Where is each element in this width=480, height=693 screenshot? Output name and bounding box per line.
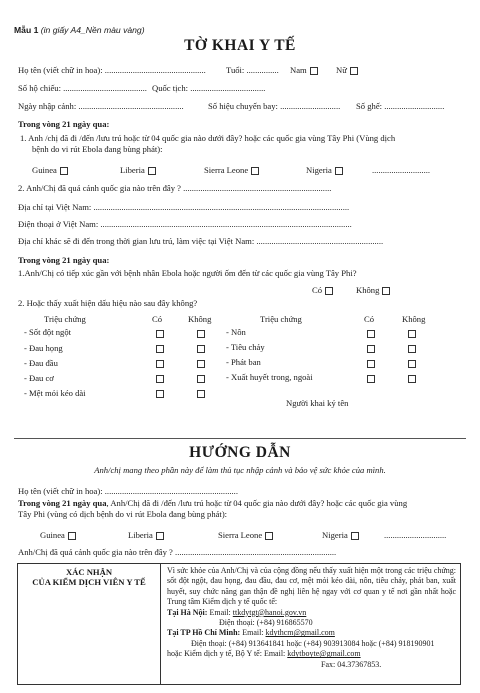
checkbox[interactable]	[335, 167, 343, 175]
hcm-email-label: Email:	[242, 628, 264, 638]
contact-yes-option[interactable]	[312, 285, 333, 295]
headache-no-checkbox[interactable]	[197, 360, 205, 368]
flight-dots: ............................	[280, 101, 341, 111]
symptom-diarrhea: - Tiêu chảy	[226, 342, 265, 352]
country-label: Sierra Leone	[218, 530, 263, 540]
guide-question-1-line-1	[18, 498, 407, 508]
female-label: Nữ	[336, 65, 347, 75]
phone-label: Điện thoại ở Việt Nam:	[18, 219, 99, 229]
address-label: Địa chỉ tại Việt Nam:	[18, 202, 92, 212]
female-checkbox[interactable]	[350, 67, 358, 75]
guide-fullname-dots: ..............................................................	[104, 486, 238, 496]
question-1-line-2: bệnh do vi rút Ebola đang bùng phát):	[32, 144, 163, 154]
rash-yes-checkbox[interactable]	[367, 360, 375, 368]
health-advice: Vì sức khỏe của Anh/Chị và của cộng đồng nếu thấy xuất hiện một trong các triệu chứng: sốt đột ngột, đau họng, đau đầu, đau cơ, mệt mỏi kéo dài, nôn, tiêu chảy, phát ban, xuất huyết, suy chức năng gan thận đề nghị liên hệ ngay với cơ quan y tế nơi gần nhất hoặc Trung tâm Kiểm dịch y tế quốc tế:	[167, 566, 456, 607]
section-heading-21-days: Trong vòng 21 ngày qua:	[18, 119, 110, 129]
hanoi-phone: Điện thoại: (+84) 916865570	[219, 618, 313, 628]
guide-country-liberia[interactable]	[128, 530, 164, 540]
entry-date-dots: .................................................	[78, 101, 184, 111]
country-label: Guinea	[40, 530, 65, 540]
ministry-contact	[161, 649, 460, 659]
question-2-text: 2. Anh/Chị đã quá cảnh quốc gia nào trên đây ?	[18, 183, 181, 193]
inspector-confirm-line-1: XÁC NHẬN	[65, 567, 113, 577]
symptom-header-left: Triệu chứng	[44, 314, 86, 324]
seat-field[interactable]	[356, 101, 444, 111]
country-option-sierra-leone[interactable]	[204, 165, 259, 175]
hcm-contact	[161, 628, 460, 638]
guide-question-1-line-2: Tây Phi (vùng có dịch bệnh do vi rút Ebola đang bùng phát):	[18, 509, 228, 519]
no-label: Không	[356, 285, 380, 295]
hcm-label: Tại TP Hồ Chí Minh:	[167, 628, 241, 638]
ministry-email-link[interactable]: kdytboyte@gmail.com	[287, 649, 361, 659]
guide-subtitle: Anh/chị mang theo phần này để làm thủ tục nhập cảnh và bảo vệ sức khỏe của mình.	[94, 465, 386, 475]
hanoi-email-label: Email:	[209, 607, 231, 617]
flight-field[interactable]	[208, 101, 340, 111]
address-field[interactable]	[18, 202, 349, 212]
sore-throat-yes-checkbox[interactable]	[156, 345, 164, 353]
phone-field[interactable]	[18, 219, 352, 229]
checkbox[interactable]	[60, 167, 68, 175]
hanoi-contact	[161, 608, 460, 618]
yes-header-right: Có	[364, 314, 375, 324]
checkbox[interactable]	[148, 167, 156, 175]
country-label: Nigeria	[306, 165, 332, 175]
country-label: Sierra Leone	[204, 165, 249, 175]
fullname-label: Họ tên (viết chữ in hoa):	[18, 65, 103, 75]
contact-no-option[interactable]	[356, 285, 390, 295]
nationality-dots: ...................................	[190, 83, 266, 93]
signature-label: Người khai ký tên	[286, 398, 349, 408]
seat-label: Số ghế:	[356, 101, 383, 111]
guide-title: HƯỚNG DẪN	[189, 444, 291, 461]
entry-date-label: Ngày nhập cảnh:	[18, 101, 77, 111]
muscle-pain-no-checkbox[interactable]	[197, 375, 205, 383]
vomiting-yes-checkbox[interactable]	[367, 330, 375, 338]
symptom-muscle-pain: - Đau cơ	[24, 373, 54, 383]
diarrhea-no-checkbox[interactable]	[408, 345, 416, 353]
yes-header-left: Có	[152, 314, 163, 324]
guide-country-sierra-leone[interactable]	[218, 530, 273, 540]
fullname-dots: ...............................................	[104, 65, 206, 75]
symptom-header-right: Triệu chứng	[260, 314, 302, 324]
guide-fullname-field[interactable]	[18, 486, 238, 496]
seat-dots: ............................	[384, 101, 445, 111]
page-title: TỜ KHAI Y TẾ	[184, 37, 296, 54]
fatigue-yes-checkbox[interactable]	[156, 390, 164, 398]
fever-yes-checkbox[interactable]	[156, 330, 164, 338]
passport-field[interactable]	[18, 83, 147, 93]
bleeding-yes-checkbox[interactable]	[367, 375, 375, 383]
nationality-label: Quốc tịch:	[152, 83, 189, 93]
guide-country-nigeria[interactable]	[322, 530, 359, 540]
symptom-sore-throat: - Đau họng	[24, 343, 63, 353]
other-address-dots: ...........................................................	[256, 236, 384, 246]
no-header-left: Không	[188, 314, 212, 324]
guide-question-2[interactable]	[18, 547, 336, 557]
fever-no-checkbox[interactable]	[197, 330, 205, 338]
checkbox[interactable]	[265, 532, 273, 540]
symptom-headache: - Đau đầu	[24, 358, 58, 368]
age-dots: ...............	[246, 65, 279, 75]
question-symptoms: 2. Hoặc thấy xuất hiện dấu hiệu nào sau đây không?	[18, 298, 198, 308]
fax-number: Fax: 04.37367853.	[321, 659, 382, 669]
country-other-dots[interactable]: ...........................	[372, 165, 431, 175]
contact-info-cell	[161, 564, 461, 685]
inspector-confirm-cell	[18, 564, 161, 685]
female-option[interactable]	[336, 65, 358, 75]
address-dots: .......................................................................................................................	[93, 202, 350, 212]
question-contact: 1.Anh/Chị có tiếp xúc gần với bệnh nhân Ebola hoặc người ốm đến từ các quốc gia vùng Tây Phi?	[18, 268, 357, 278]
muscle-pain-yes-checkbox[interactable]	[156, 375, 164, 383]
other-address-field[interactable]	[18, 236, 383, 246]
fullname-field[interactable]	[18, 65, 206, 75]
other-address-label: Địa chỉ khác sẽ đi đến trong thời gian lưu trú, làm việc tại Việt Nam:	[18, 236, 255, 246]
hcm-phone: Điện thoại: (+84) 913641841 hoặc (+84) 903913084 hoặc (+84) 918190901	[191, 638, 435, 648]
inspector-confirm-line-2: CỦA KIỂM DỊCH VIÊN Y TẾ	[32, 577, 146, 587]
ministry-prefix: hoặc Kiểm dịch y tế, Bộ Y tế: Email:	[167, 649, 286, 659]
sore-throat-no-checkbox[interactable]	[197, 345, 205, 353]
hanoi-email-link[interactable]: ttkdytgt@hanoi.gov.vn	[232, 607, 307, 617]
symptom-rash: - Phát ban	[226, 357, 261, 367]
checkbox[interactable]	[351, 532, 359, 540]
male-label: Nam	[290, 65, 307, 75]
male-checkbox[interactable]	[310, 67, 318, 75]
symptom-fever: - Sốt đột ngột	[24, 327, 72, 337]
confirmation-box	[17, 563, 461, 685]
guide-question-2-text: Anh/Chị đã quá cảnh quốc gia nào trên đây ?	[18, 547, 173, 557]
country-label: Nigeria	[322, 530, 348, 540]
checkbox[interactable]	[68, 532, 76, 540]
headache-yes-checkbox[interactable]	[156, 360, 164, 368]
country-label: Guinea	[32, 165, 57, 175]
age-label: Tuổi:	[226, 65, 245, 75]
country-option-liberia[interactable]	[120, 165, 156, 175]
male-option[interactable]	[290, 65, 318, 75]
country-option-guinea[interactable]	[32, 165, 68, 175]
hanoi-label: Tại Hà Nội:	[167, 607, 208, 617]
checkbox[interactable]	[251, 167, 259, 175]
rash-no-checkbox[interactable]	[408, 360, 416, 368]
country-option-nigeria[interactable]	[306, 165, 343, 175]
guide-country-guinea[interactable]	[40, 530, 76, 540]
nationality-field[interactable]	[152, 83, 265, 93]
form-note: (in giấy A4_Nền màu vàng)	[40, 25, 145, 35]
hcm-email-link[interactable]: kdythcm@gmail.com	[265, 628, 335, 638]
passport-dots: .......................................	[63, 83, 147, 93]
bleeding-no-checkbox[interactable]	[408, 375, 416, 383]
passport-label: Số hộ chiếu:	[18, 83, 61, 93]
no-header-right: Không	[402, 314, 426, 324]
country-label: Liberia	[128, 530, 153, 540]
form-code-line	[14, 25, 145, 35]
guide-question-2-dots: ...........................................................................	[175, 547, 337, 557]
checkbox[interactable]	[156, 532, 164, 540]
guide-question-1-bold: Trong vòng 21 ngày qua	[18, 498, 107, 508]
symptom-fatigue: - Mệt mỏi kéo dài	[24, 388, 86, 398]
section-divider	[14, 438, 466, 439]
no-checkbox[interactable]	[382, 287, 390, 295]
guide-question-1-rest: , Anh/Chị đã đi /đến /lưu trú hoặc từ 04 quốc gia nào dưới đây? hoặc các quốc gia vùng	[106, 498, 408, 508]
entry-date-field[interactable]	[18, 101, 184, 111]
phone-dots: .....................................................................................................................	[100, 219, 352, 229]
symptom-vomiting: - Nôn	[226, 327, 246, 337]
question-1-line-1: 1. Anh /chị đã đi /đến /lưu trú hoặc từ 04 quốc gia nào dưới đây? hoặc các quốc gia vùng Tây Phi (Vùng dịch	[20, 133, 396, 143]
question-2[interactable]	[18, 183, 331, 193]
form-code: Mẫu 1	[14, 25, 39, 35]
age-field[interactable]	[226, 65, 279, 75]
vomiting-no-checkbox[interactable]	[408, 330, 416, 338]
yes-checkbox[interactable]	[325, 287, 333, 295]
guide-country-other-dots[interactable]: .............................	[384, 530, 447, 540]
question-2-dots: .....................................................................	[183, 183, 332, 193]
section-heading-21-days-2: Trong vòng 21 ngày qua:	[18, 255, 110, 265]
guide-fullname-label: Họ tên (viết chữ in hoa):	[18, 486, 103, 496]
flight-label: Số hiệu chuyến bay:	[208, 101, 278, 111]
fatigue-no-checkbox[interactable]	[197, 390, 205, 398]
yes-label: Có	[312, 285, 323, 295]
country-label: Liberia	[120, 165, 145, 175]
diarrhea-yes-checkbox[interactable]	[367, 345, 375, 353]
symptom-bleeding: - Xuất huyết trong, ngoài	[226, 372, 313, 382]
